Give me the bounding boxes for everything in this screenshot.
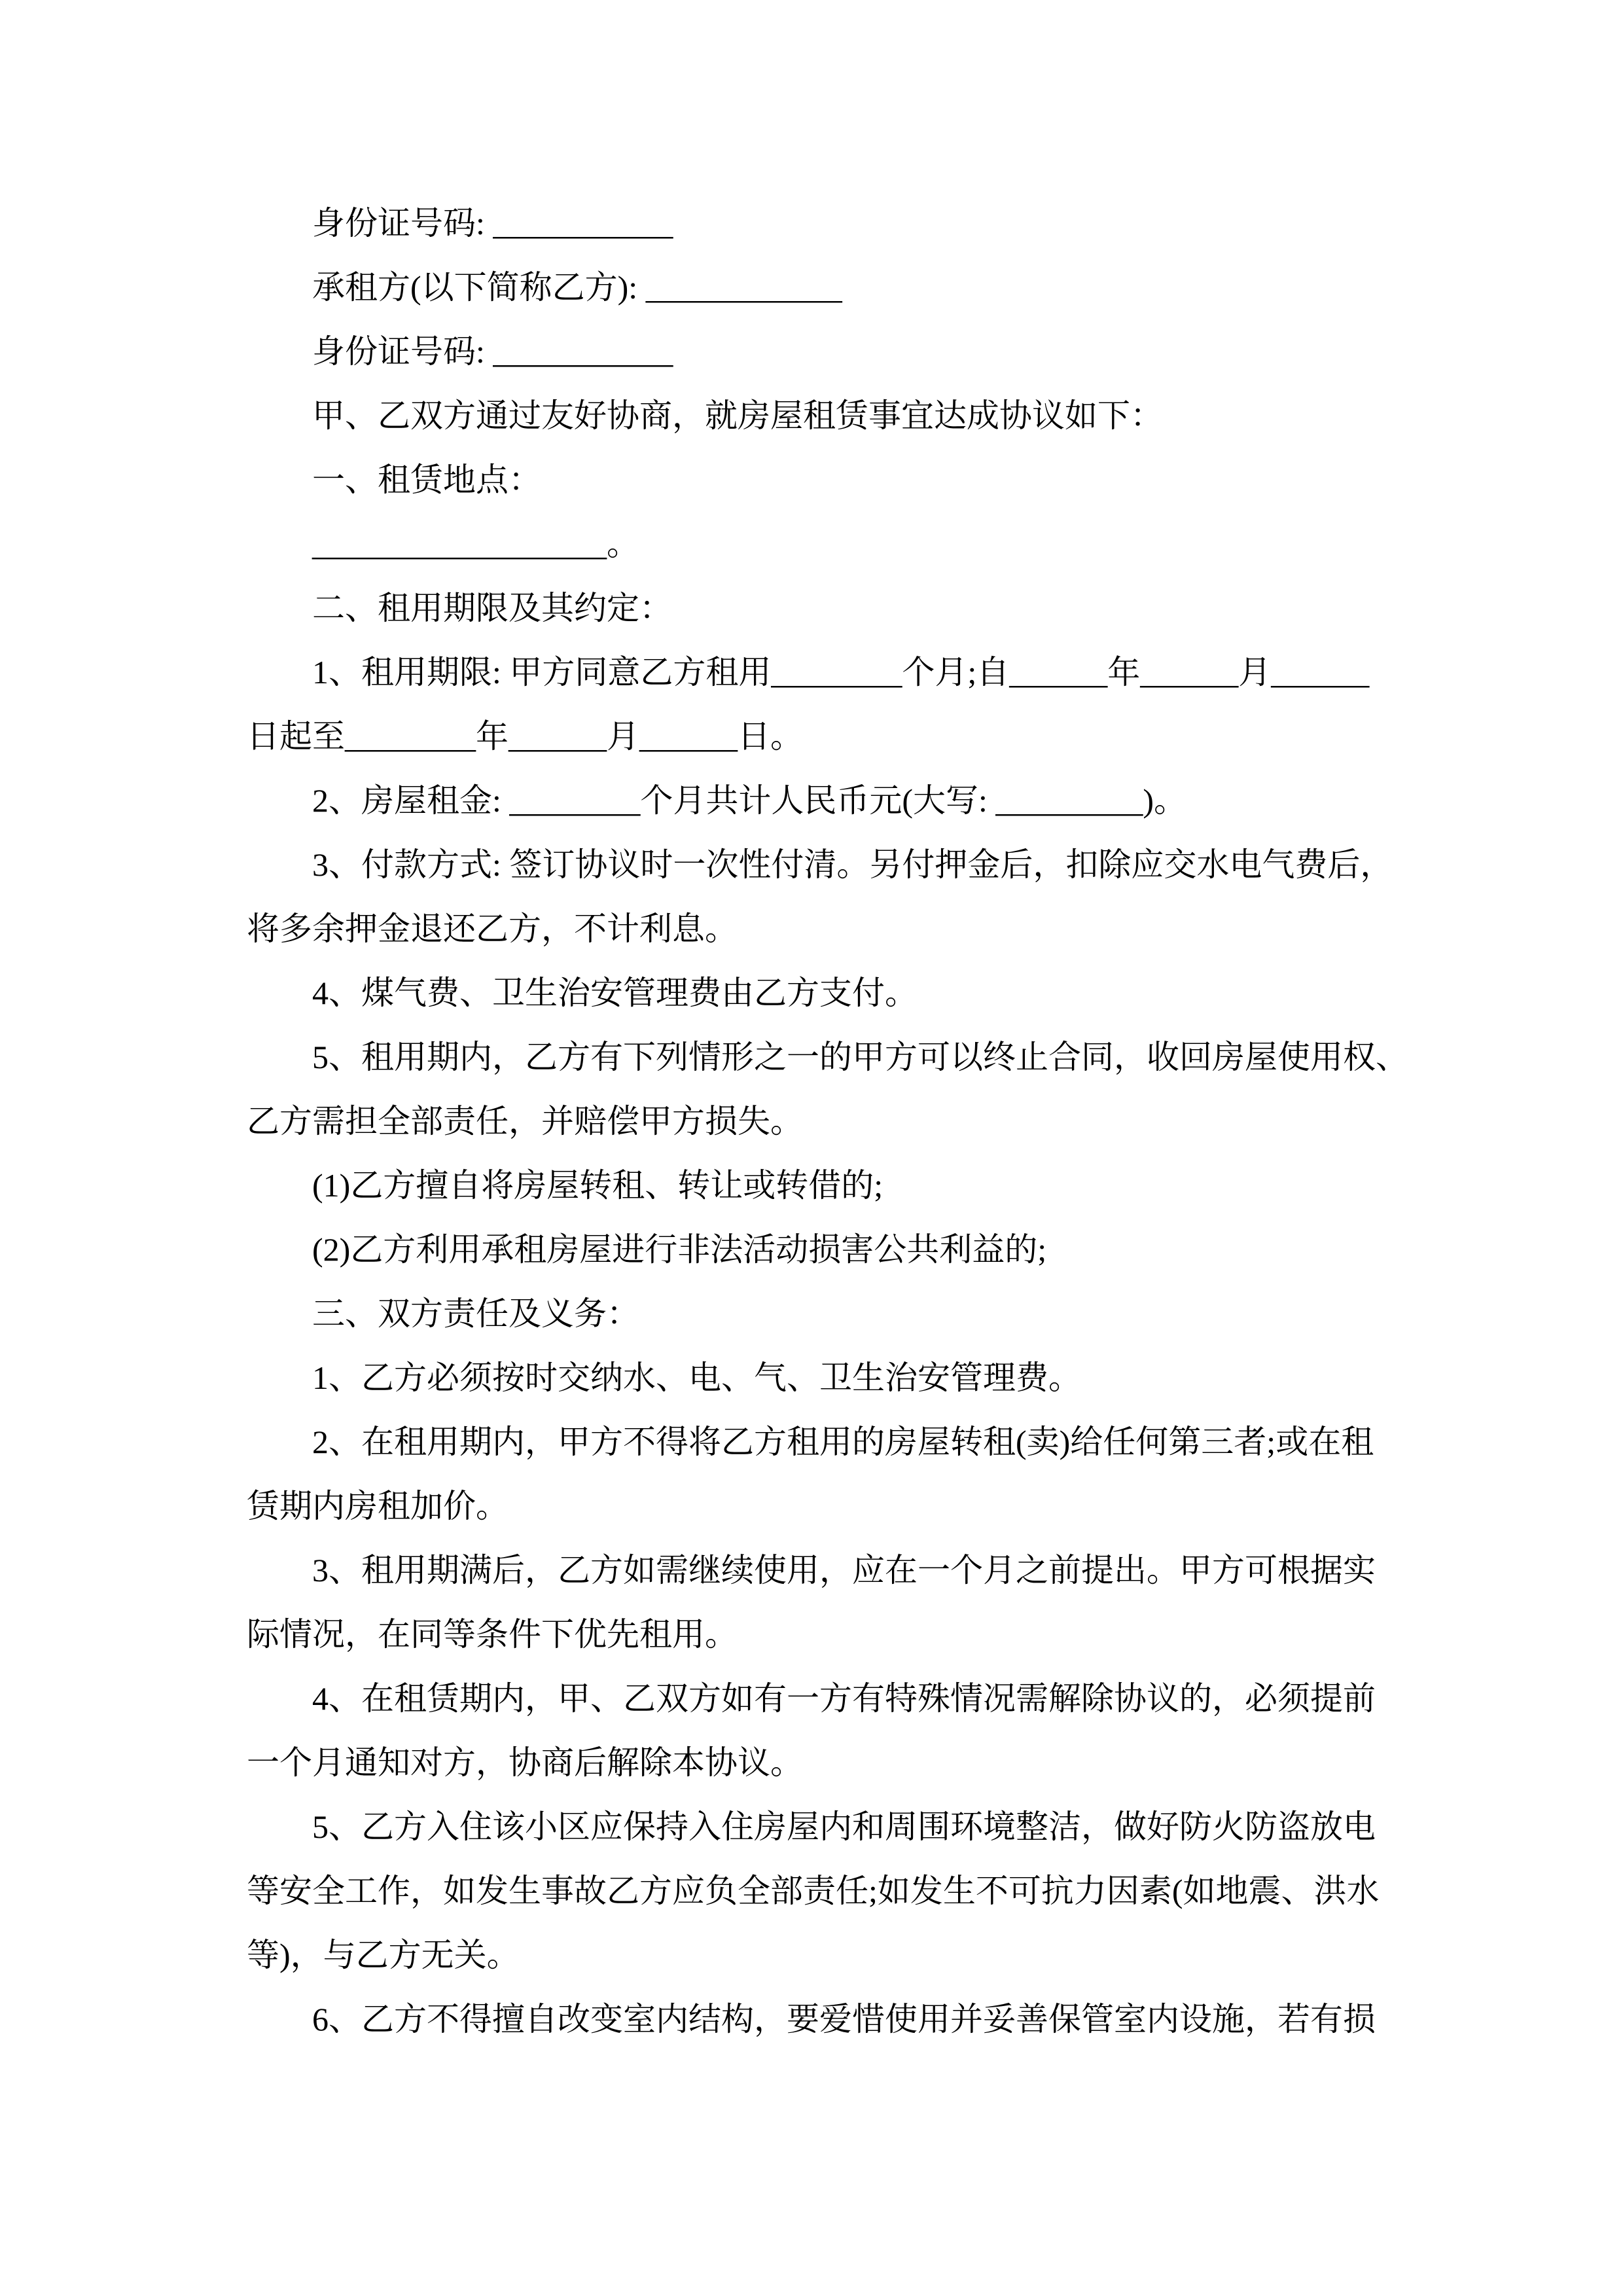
document-line: 身份证号码: ___________ (312, 205, 673, 242)
document-line: 2、房屋租金: ________个月共计人民币元(大写: _________)。 (312, 782, 1187, 819)
document-line: 赁期内房租加价。 (247, 1488, 508, 1524)
document-line: 二、租用期限及其约定： (312, 590, 672, 626)
document-line: 际情况，在同等条件下优先租用。 (247, 1616, 738, 1653)
document-line: 6、乙方不得擅自改变室内结构，要爱惜使用并妥善保管室内设施，若有损 (312, 2001, 1376, 2037)
document-line: 甲、乙双方通过友好协商，就房屋租赁事宜达成协议如下： (312, 397, 1163, 434)
document-line: 等安全工作，如发生事故乙方应负全部责任;如发生不可抗力因素(如地震、洪水 (247, 1873, 1380, 1909)
document-line: 2、在租用期内，甲方不得将乙方租用的房屋转租(卖)给任何第三者;或在租 (312, 1424, 1374, 1460)
document-line: 3、租用期满后，乙方如需继续使用，应在一个月之前提出。甲方可根据实 (312, 1552, 1376, 1588)
document-line: 等)，与乙方无关。 (247, 1937, 520, 1973)
document-line: 1、乙方必须按时交纳水、电、气、卫生治安管理费。 (312, 1359, 1081, 1396)
document-body (247, 191, 1408, 2051)
document-line: 将多余押金退还乙方，不计利息。 (247, 910, 738, 947)
document-line: 3、付款方式: 签订协议时一次性付清。另付押金后，扣除应交水电气费后， (312, 846, 1393, 883)
document-line: 一、租赁地点： (312, 461, 541, 498)
document-line: 5、乙方入住该小区应保持入住房屋内和周围环境整洁，做好防火防盗放电 (312, 1808, 1376, 1845)
document-line: 承租方(以下简称乙方): ____________ (312, 269, 842, 306)
document-line: 三、双方责任及义务： (312, 1295, 639, 1332)
document-line: __________________。 (312, 526, 639, 562)
document-line: 4、煤气费、卫生治安管理费由乙方支付。 (312, 975, 918, 1011)
document-line: 身份证号码: ___________ (312, 333, 673, 370)
document-line: 一个月通知对方，协商后解除本协议。 (247, 1744, 803, 1781)
document-line: 4、在租赁期内，甲、乙双方如有一方有特殊情况需解除协议的，必须提前 (312, 1680, 1376, 1717)
document-line: 1、租用期限: 甲方同意乙方租用________个月;自______年______月______ (312, 654, 1370, 691)
document-line: 日起至________年______月______日。 (247, 718, 803, 755)
document-line: (1)乙方擅自将房屋转租、转让或转借的; (312, 1167, 883, 1204)
document-line: 5、租用期内，乙方有下列情形之一的甲方可以终止合同，收回房屋使用权、 (312, 1039, 1408, 1075)
document-line: 乙方需担全部责任，并赔偿甲方损失。 (247, 1103, 803, 1139)
document-line: (2)乙方利用承租房屋进行非法活动损害公共利益的; (312, 1231, 1047, 1268)
